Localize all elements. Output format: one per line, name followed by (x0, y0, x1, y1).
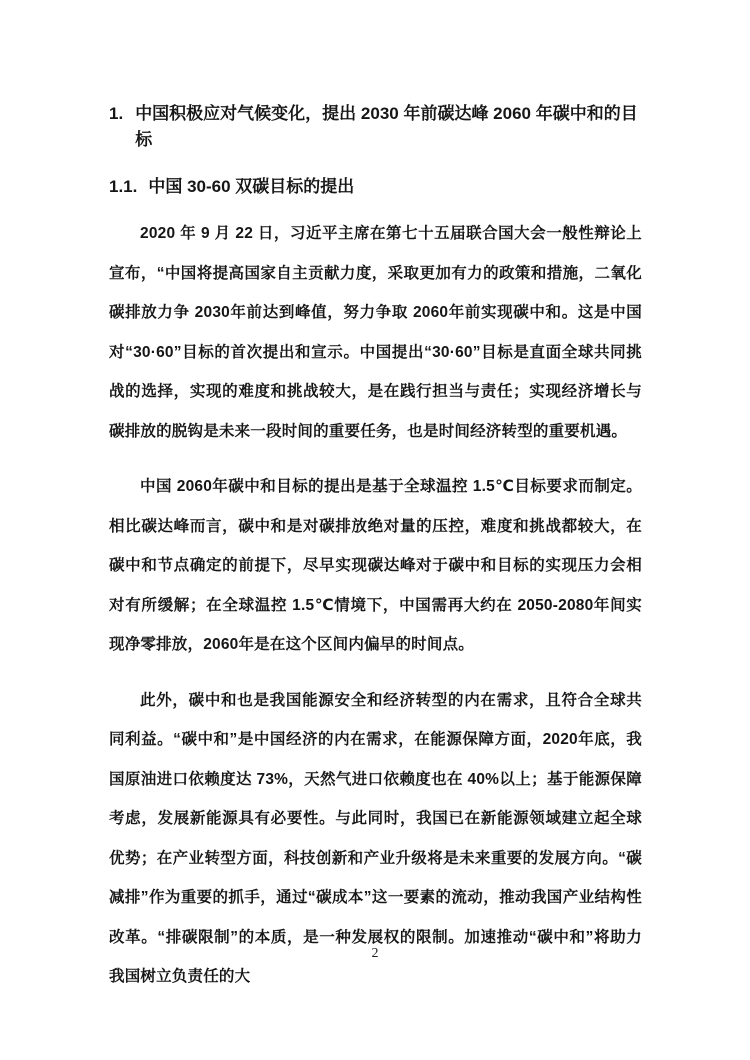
subsection-heading (109, 174, 642, 200)
section-heading-number: 1. (109, 104, 124, 123)
section-heading (109, 101, 642, 153)
paragraph: 2020 年 9 月 22 日，习近平主席在第七十五届联合国大会一般性辩论上宣布，“中国将提高国家自主贡献力度，采取更加有力的政策和措施，二氧化碳排放力争 2030年前达到峰值，努力争取 2060年前实现碳中和。这是中国对“30·60”目标的首次提出和宣示。中国提出“30·60”目标是直面全球共同挑战的选择，实现的难度和挑战较大，是在践行担当与责任；实现经济增长与碳排放的脱钩是未来一段时间的重要任务，也是时间经济转型的重要机遇。 (109, 225, 642, 440)
document-content (109, 0, 642, 1013)
section-heading-text: 中国积极应对气候变化，提出 2030 年前碳达峰 2060 年碳中和的目标 (135, 104, 638, 149)
subsection-heading-text: 中国 30-60 双碳目标的提出 (148, 177, 355, 196)
body-text (109, 214, 642, 997)
paragraph: 中国 2060年碳中和目标的提出是基于全球温控 1.5℃目标要求而制定。相比碳达峰而言，碳中和是对碳排放绝对量的压控，难度和挑战都较大，在碳中和节点确定的前提下，尽早实现碳达峰对于碳中和目标的实现压力会相对有所缓解；在全球温控 1.5℃情境下，中国需再大约在 2050-2080年间实现净零排放，2060年是在这个区间内偏早的时间点。 (109, 478, 642, 653)
paragraph: 此外，碳中和也是我国能源安全和经济转型的内在需求，且符合全球共同利益。“碳中和”是中国经济的内在需求，在能源保障方面，2020年底，我国原油进口依赖度达 73%，天然气进口依赖度也在 40%以上；基于能源保障考虑，发展新能源具有必要性。与此同时，我国已在新能源领域建立起全球优势；在产业转型方面，科技创新和产业升级将是未来重要的发展方向。“碳减排”作为重要的抓手，通过“碳成本”这一要素的流动，推动我国产业结构性改革。“排碳限制”的本质，是一种发展权的限制。加速推动“碳中和”将助力我国树立负责任的大 (109, 691, 642, 985)
page-number: 2 (371, 946, 379, 961)
subsection-heading-number: 1.1. (109, 177, 138, 196)
